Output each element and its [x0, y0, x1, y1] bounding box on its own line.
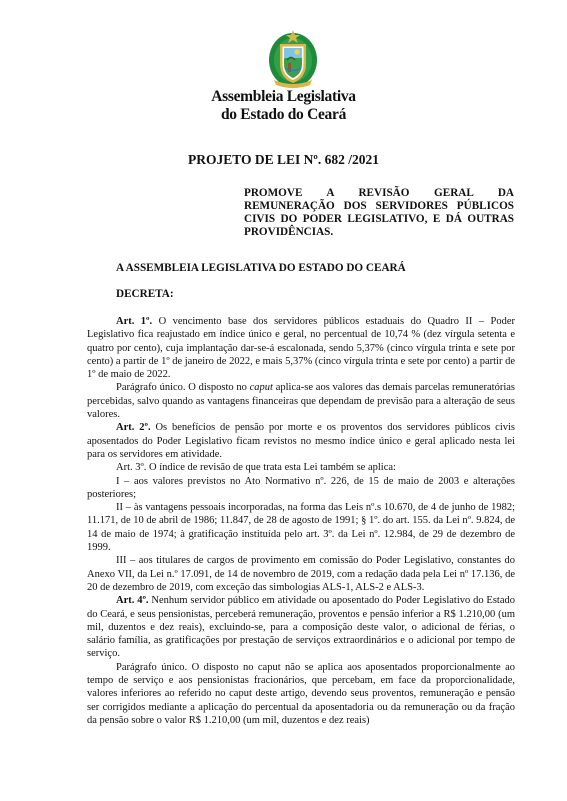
article-1	[87, 315, 515, 381]
item-ii: II – às vantagens pessoais incorporadas, na forma das Leis nº.s 10.670, de 4 de junho de 1982; 11.171, de 10 de abril de 1986; 11.847, de 28 de agosto de 1991; § 1º. do art. 155. da Lei nº. 9.824, de 14 de maio de 1974; à gratificação instituída pelo art. 3º. da Lei nº. 12.984, de 29 de dezembro de 1999.	[87, 502, 515, 554]
ceara-coat-of-arms-icon	[268, 30, 318, 88]
org-name-line1: Assembleia Legislativa	[211, 88, 356, 105]
ementa-line: REMUNERAÇÃO DOS SERVIDORES PÚBLICOS	[244, 200, 514, 212]
caput-term: caput	[249, 382, 273, 394]
article-4	[87, 594, 515, 660]
org-name-line2: do Estado do Ceará	[220, 106, 347, 123]
ementa	[244, 187, 514, 239]
item-i: I – aos valores previstos no Ato Normativo nº. 226, de 15 de maio de 2003 e alterações posteriores;	[87, 475, 515, 500]
ementa-line: PROVIDÊNCIAS.	[244, 226, 334, 238]
paragraph-unico-1	[87, 381, 515, 421]
paragraph-text: aplica-se aos valores das demais parcelas remuneratórias percebidas, salvo quando as vantagens financeiras que dependam de previsão para a alteração de seus valores.	[87, 382, 515, 421]
ementa-line: CIVIS DO PODER LEGISLATIVO, E DÁ OUTRAS	[244, 213, 514, 225]
ementa-line: PROMOVE A REVISÃO GERAL DA	[244, 187, 514, 199]
article-text: Nenhum servidor público em atividade ou aposentado do Poder Legislativo do Estado do Ceará, e seus pensionistas, perceberá remuneração, proventos e pensão inferior a R$ 1.210,00 (um mil, duzentos e dez reais), excluindo-se, para a composição deste valor, o adicional de férias, o salário família, as gratificações por prestação de serviços extraordinários e o adicional por tempo de serviço.	[87, 595, 515, 660]
preamble: A ASSEMBLEIA LEGISLATIVA DO ESTADO DO CEARÁ	[116, 262, 406, 274]
article-2	[87, 421, 515, 461]
article-label: Art. 2º.	[116, 422, 151, 434]
paragraph-text: Parágrafo único. O disposto no	[116, 382, 250, 394]
article-text: O vencimento base dos servidores públicos estaduais do Quadro II – Poder Legislativo fica reajustado em índice único e geral, no percentual de 10,74 % (dez vírgula setenta e quatro por cento), cuja implantação dar-se-á escalonada, sendo 5,37% (cinco vírgula trinta e sete por cento) a partir de 1º de janeiro de 2022, e mais 5,37% (cinco vírgula trinta e sete por cento) a partir de 1º de maio de 2022.	[87, 316, 515, 381]
article-label: Art. 4º.	[116, 595, 149, 607]
item-iii: III – aos titulares de cargos de provimento em comissão do Poder Legislativo, constantes do Anexo VII, da Lei n.º 17.091, de 14 de novembro de 2019, com a redação dada pela Lei nº 17.136, de 20 de dezembro de 2019, com exceção das simbologias ALS-1, ALS-2 e ALS-3.	[87, 555, 515, 593]
document-title: PROJETO DE LEI Nº. 682 /2021	[188, 152, 379, 167]
article-label: Art. 1º.	[116, 316, 153, 327]
article-text: Os benefícios de pensão por morte e os proventos dos servidores públicos civis aposentados do Poder Legislativo ficam revistos no mesmo índice único e geral aplicado nesta lei para os servidores em atividade.	[87, 422, 515, 460]
paragraph-unico-4: Parágrafo único. O disposto no caput não se aplica aos aposentados proporcionalmente ao tempo de serviço e aos pensionistas fracionários, que percebam, em face da proporcionalidade, valores inferiores ao referido no caput deste artigo, devendo seus proventos, remuneração e pensão ser corrigidos mediante a aplicação do percentual da aposentadoria ou da remuneração ou da fração da pensão sobre o valor R$ 1.210,00 (um mil, duzentos e dez reais)	[87, 661, 515, 726]
article-3: Art. 3º. O índice de revisão de que trata esta Lei também se aplica:	[116, 462, 396, 474]
decreta-heading: DECRETA:	[116, 288, 174, 300]
document-body	[87, 315, 515, 727]
